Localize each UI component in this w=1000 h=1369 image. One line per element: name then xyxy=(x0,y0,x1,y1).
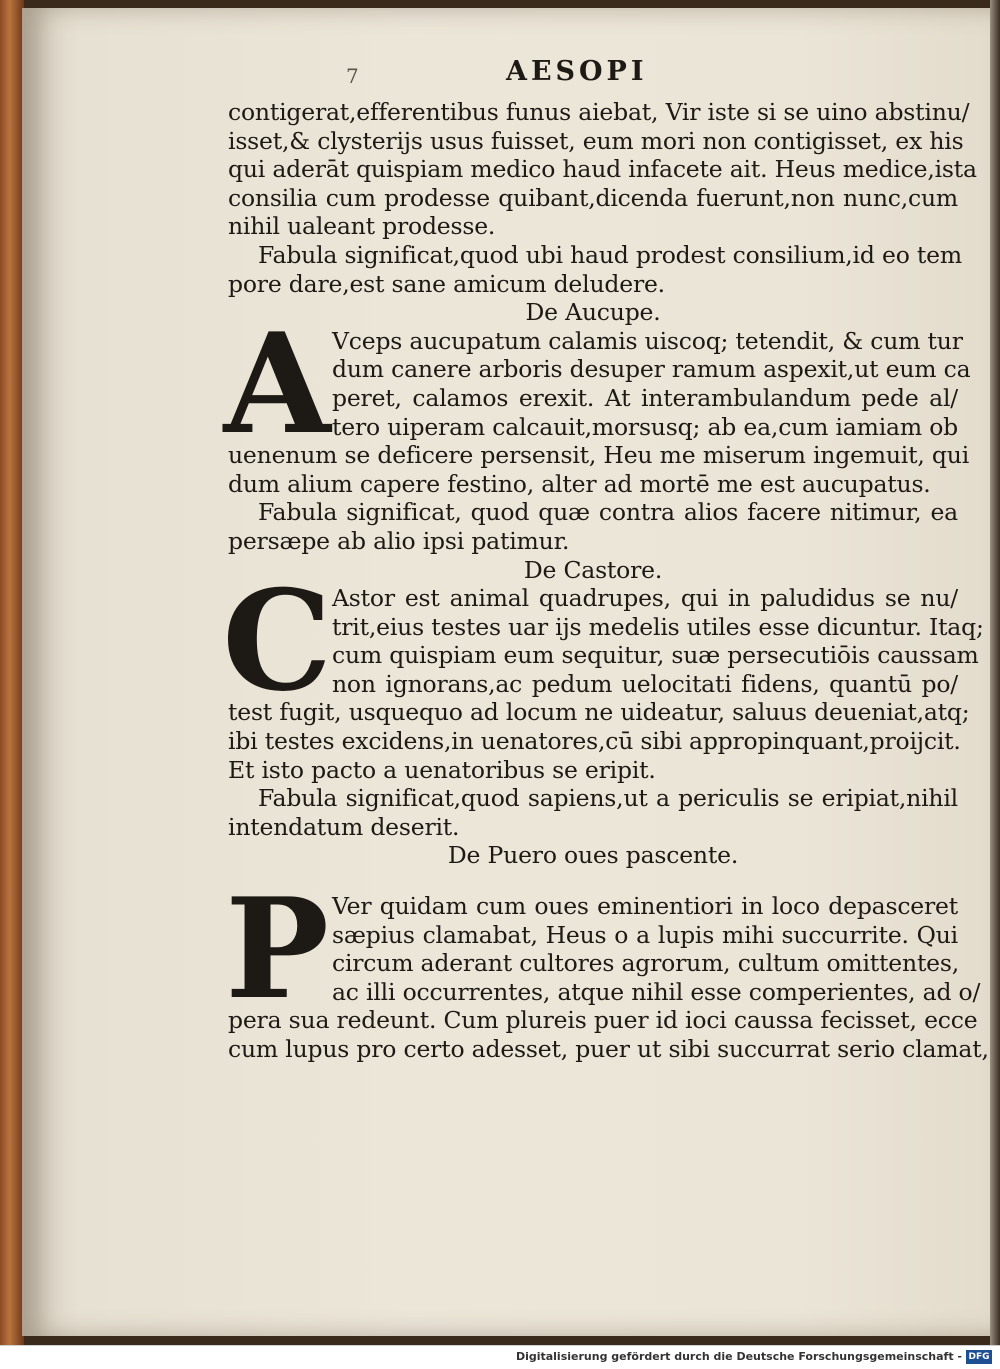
text-line: peret, calamos erexit. At interambulandum pede al/ xyxy=(332,383,958,412)
text-line: Fabula significat,quod ubi haud prodest consilium,id eo tem xyxy=(258,240,962,269)
text-line: qui aderāt quispiam medico haud infacete ait. Heus medice,ista xyxy=(228,155,977,184)
text-line: Ver quidam cum oues eminentiori in loco depasceret xyxy=(332,892,958,921)
fable-title: De Aucupe. xyxy=(525,298,661,327)
text-line: Astor est animal quadrupes, qui in paludidus se nu/ xyxy=(332,584,958,613)
page-header xyxy=(228,58,958,98)
page-edge xyxy=(990,0,1000,1345)
digitization-footer xyxy=(0,1345,1000,1369)
dfg-logo-icon: DFG xyxy=(966,1350,992,1364)
text-line: Et isto pacto a uenatoribus se eripit. xyxy=(228,755,656,784)
text-line: cum lupus pro certo adesset, puer ut sibi succurrat serio clamat, xyxy=(228,1035,989,1063)
text-line: pera sua redeunt. Cum plureis puer id ioci caussa fecisset, ecce xyxy=(228,1006,978,1035)
text-line: ac illi occurrentes, atque nihil esse comperientes, ad o/ xyxy=(332,977,981,1006)
text-line: Fabula significat, quod quæ contra alios facere nitimur, ea xyxy=(258,498,958,527)
fable-title: De Castore. xyxy=(523,555,663,584)
text-line: pore dare,est sane amicum deludere. xyxy=(228,269,665,298)
folio-number: 7 xyxy=(346,64,359,88)
text-line: dum canere arboris desuper ramum aspexit,ut eum ca xyxy=(332,355,971,384)
drop-cap: P xyxy=(225,867,329,1031)
text-line: trit,eius testes uar ijs medelis utiles esse dicuntur. Itaq; xyxy=(332,612,984,641)
running-head: AESOPI xyxy=(506,56,648,87)
text-line: nihil ualeant prodesse. xyxy=(228,212,496,241)
text-line: circum aderant cultores agrorum, cultum omittentes, xyxy=(332,949,960,978)
fable-title: De Puero oues pascente. xyxy=(447,841,739,870)
drop-cap: A xyxy=(223,301,331,465)
text-line: sæpius clamabat, Heus o a lupis mihi succurrite. Qui xyxy=(332,920,958,949)
text-line: consilia cum prodesse quibant,dicenda fuerunt,non nunc,cum xyxy=(228,183,958,212)
text-line: persæpe ab alio ipsi patimur. xyxy=(228,526,570,555)
drop-cap: C xyxy=(222,559,332,723)
continuation-paragraph xyxy=(228,98,977,241)
text-line: Fabula significat,quod sapiens,ut a periculis se eripiat,nihil xyxy=(258,784,958,813)
text-line: non ignorans,ac pedum uelocitati fidens, quantū po/ xyxy=(332,669,958,698)
text-line: tero uiperam calcauit,morsusq; ab ea,cum iamiam ob xyxy=(332,412,958,441)
book-spine xyxy=(0,0,24,1345)
text-line: contigerat,efferentibus funus aiebat, Vir iste si se uino abstinu/ xyxy=(228,98,970,126)
text-line: intendatum deserit. xyxy=(228,812,460,841)
text-line: dum alium capere festino, alter ad mortē me est aucupatus. xyxy=(228,469,931,498)
text-line: Vceps aucupatum calamis uiscoq; tetendit, & cum tur xyxy=(332,326,963,355)
text-line: test fugit, usquequo ad locum ne uideatur, saluus deueniat,atq; xyxy=(228,698,970,727)
text-line: uenenum se deficere persensit, Heu me miserum ingemuit, qui xyxy=(228,441,970,470)
text-line: ibi testes excidens,in uenatores,cū sibi appropinquant,proijcit. xyxy=(228,727,961,756)
text-line: cum quispiam eum sequitur, suæ persecutiōis caussam xyxy=(332,641,979,670)
moral-paragraph xyxy=(228,784,958,841)
moral-paragraph xyxy=(228,498,958,555)
fable-body xyxy=(225,867,989,1064)
funding-credit: Digitalisierung gefördert durch die Deutsche Forschungsgemeinschaft - xyxy=(515,1350,962,1363)
page-text xyxy=(222,56,989,1064)
moral-paragraph xyxy=(228,240,962,298)
text-line: isset,& clysterijs usus fuisset, eum mori non contigisset, ex his xyxy=(228,126,964,155)
